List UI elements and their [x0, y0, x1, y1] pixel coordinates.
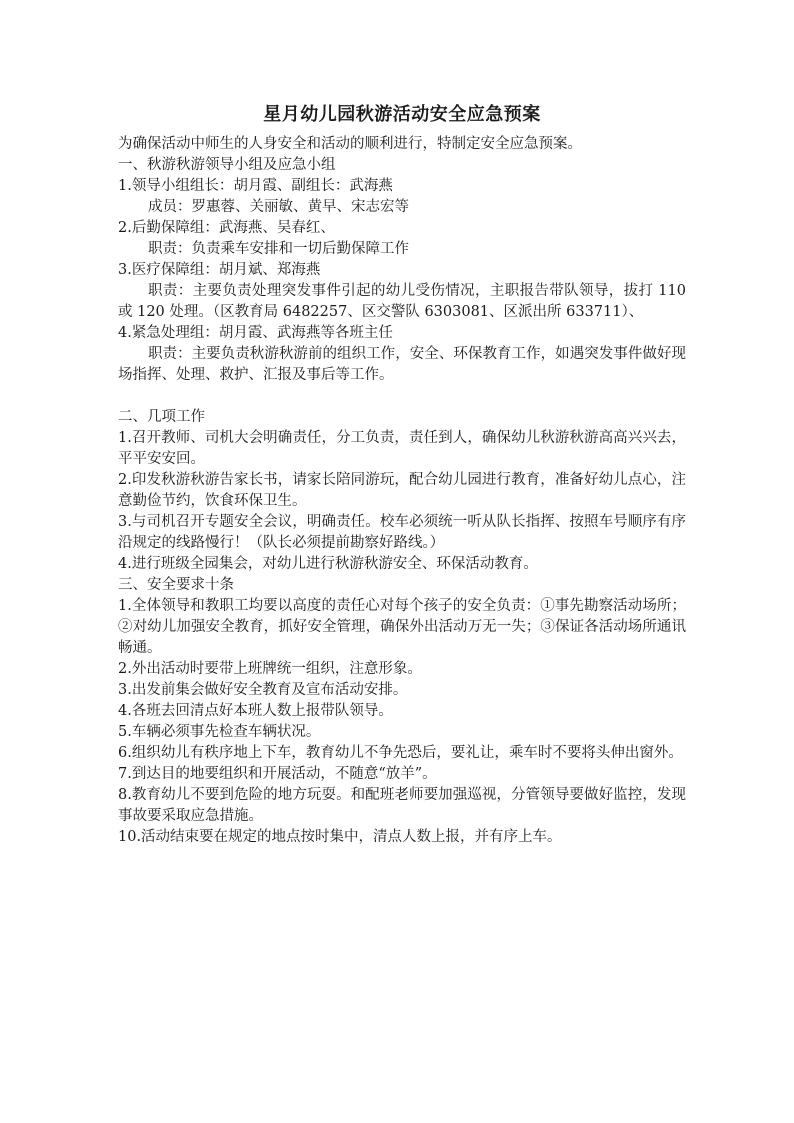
intro-paragraph: 为确保活动中师生的人身安全和活动的顺利进行，特制定安全应急预案。	[118, 136, 582, 152]
section-heading: 一、秋游秋游领导小组及应急小组	[118, 157, 336, 173]
document-title: 星月幼儿园秋游活动安全应急预案	[263, 104, 541, 125]
blank-line	[118, 386, 686, 407]
section-heading: 二、几项工作	[118, 409, 205, 425]
paragraph: 2.后勤保障组：武海燕、吴春红、	[118, 220, 335, 236]
paragraph: 4.进行班级全园集会，对幼儿进行秋游秋游安全、环保活动教育。	[118, 556, 538, 572]
paragraph: 4.紧急处理组：胡月霞、武海燕等各班主任	[118, 325, 393, 341]
paragraph: 3.与司机召开专题安全会议，明确责任。校车必须统一听从队长指挥、按照车号顺序有序沿规定的线路慢行！（队长必须提前勘察好路线。）	[118, 514, 686, 551]
paragraph: 成员：罗惠蓉、关丽敏、黄早、宋志宏等	[148, 199, 409, 215]
paragraph: 职责：主要负责处理突发事件引起的幼儿受伤情况，主职报告带队领导，拔打 110 或 120 处理。（区教育局 6482257、区交警队 6303081、区派出所 633711）、	[118, 283, 686, 320]
paragraph: 4.各班去回清点好本班人数上报带队领导。	[118, 703, 393, 719]
paragraph: 8.教育幼儿不要到危险的地方玩耍。和配班老师要加强巡视，分管领导要做好监控，发现事故要采取应急措施。	[118, 787, 686, 824]
paragraph: 1.全体领导和教职工均要以高度的责任心对每个孩子的安全负责：①事先勘察活动场所；②对幼儿加强安全教育，抓好安全管理，确保外出活动万无一失；③保证各活动场所通讯畅通。	[118, 598, 686, 656]
paragraph: 2.印发秋游秋游告家长书，请家长陪同游玩，配合幼儿园进行教育，准备好幼儿点心，注意勤俭节约，饮食环保卫生。	[118, 472, 686, 509]
paragraph: 3.出发前集会做好安全教育及宣布活动安排。	[118, 682, 408, 698]
paragraph: 2.外出活动时要带上班牌统一组织，注意形象。	[118, 661, 422, 677]
section-heading: 三、安全要求十条	[118, 577, 234, 593]
paragraph: 职责：主要负责秋游秋游前的组织工作，安全、环保教育工作，如遇突发事件做好现场指挥、处理、救护、汇报及事后等工作。	[118, 346, 686, 383]
paragraph: 职责：负责乘车安排和一切后勤保障工作	[148, 241, 409, 257]
paragraph: 1.领导小组组长：胡月霞、副组长：武海燕	[118, 178, 393, 194]
paragraph: 1.召开教师、司机大会明确责任，分工负责，责任到人，确保幼儿秋游秋游高高兴兴去，平平安安回。	[118, 430, 686, 467]
paragraph: 10.活动结束要在规定的地点按时集中，清点人数上报，并有序上车。	[118, 829, 562, 845]
paragraph: 3.医疗保障组：胡月斌、郑海燕	[118, 262, 321, 278]
paragraph: 7.到达目的地要组织和开展活动，不随意“放羊”。	[118, 766, 437, 782]
paragraph: 6.组织幼儿有秩序地上下车，教育幼儿不争先恐后，要礼让，乘车时不要将头伸出窗外。	[118, 745, 683, 761]
paragraph: 5.车辆必须事先检查车辆状况。	[118, 724, 321, 740]
